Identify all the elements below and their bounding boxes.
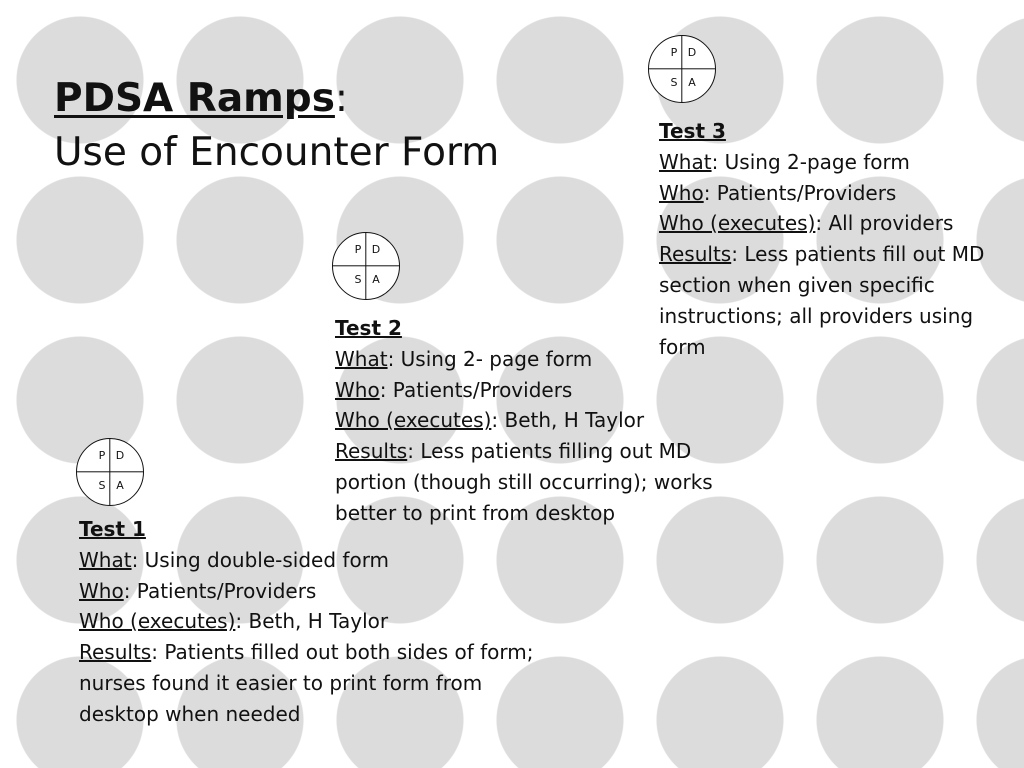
title-subtitle: Use of Encounter Form bbox=[54, 130, 500, 175]
what-label: What bbox=[659, 149, 712, 174]
cycle-letter-d: D bbox=[371, 243, 381, 256]
who-row bbox=[79, 576, 559, 607]
cycle-letter-s: S bbox=[354, 273, 362, 286]
executes-label: Who (executes) bbox=[335, 408, 492, 433]
title-colon: : bbox=[334, 76, 349, 121]
cycle-letter-p: P bbox=[354, 243, 362, 256]
executes-row bbox=[335, 405, 715, 436]
results-label: Results bbox=[335, 439, 408, 464]
results-label: Results bbox=[659, 242, 732, 267]
cycle-letter-a: A bbox=[116, 479, 124, 492]
what-row bbox=[335, 344, 715, 375]
executes-value: : Beth, H Taylor bbox=[235, 609, 389, 634]
what-value: : Using 2- page form bbox=[387, 346, 593, 371]
executes-row bbox=[659, 208, 999, 239]
what-row bbox=[659, 147, 999, 178]
cycle-divider bbox=[77, 471, 143, 472]
pdsa-cycle-icon bbox=[332, 232, 400, 300]
executes-value: : All providers bbox=[815, 211, 954, 236]
executes-row bbox=[79, 606, 559, 637]
cycle-letter-a: A bbox=[688, 76, 696, 89]
cycle-letter-d: D bbox=[115, 449, 125, 462]
results-value: : Less patients filling out MD portion (though still occurring); works better to print from desktop bbox=[335, 439, 713, 525]
cycle-letter-s: S bbox=[670, 76, 678, 89]
pdsa-cycle-icon bbox=[648, 35, 716, 103]
page-title bbox=[54, 72, 499, 180]
cycle-divider bbox=[333, 265, 399, 266]
who-label: Who bbox=[335, 377, 380, 402]
test-name: Test 3 bbox=[659, 119, 726, 143]
who-value: : Patients/Providers bbox=[703, 180, 897, 205]
cycle-divider bbox=[649, 68, 715, 69]
what-value: : Using double-sided form bbox=[131, 547, 390, 572]
pdsa-cycle-icon bbox=[76, 438, 144, 506]
who-value: : Patients/Providers bbox=[379, 377, 573, 402]
what-label: What bbox=[79, 547, 132, 572]
cycle-letter-d: D bbox=[687, 46, 697, 59]
results-value: : Patients filled out both sides of form; nurses found it easier to print form from desktop when needed bbox=[79, 640, 534, 726]
results-value: : Less patients fill out MD section when given specific instructions; all providers using form bbox=[659, 242, 985, 359]
test-name: Test 2 bbox=[335, 316, 402, 340]
what-row bbox=[79, 545, 559, 576]
what-label: What bbox=[335, 346, 388, 371]
who-label: Who bbox=[659, 180, 704, 205]
title-main: PDSA Ramps bbox=[54, 76, 335, 121]
executes-value: : Beth, H Taylor bbox=[491, 408, 645, 433]
executes-label: Who (executes) bbox=[79, 609, 236, 634]
who-label: Who bbox=[79, 578, 124, 603]
who-row bbox=[659, 178, 999, 209]
cycle-letter-s: S bbox=[98, 479, 106, 492]
results-label: Results bbox=[79, 640, 152, 665]
cycle-letter-a: A bbox=[372, 273, 380, 286]
who-row bbox=[335, 375, 715, 406]
cycle-letter-p: P bbox=[98, 449, 106, 462]
executes-label: Who (executes) bbox=[659, 211, 816, 236]
test-name: Test 1 bbox=[79, 517, 146, 541]
who-value: : Patients/Providers bbox=[123, 578, 317, 603]
cycle-letter-p: P bbox=[670, 46, 678, 59]
test-block-2 bbox=[335, 313, 715, 529]
test-block-1 bbox=[79, 514, 559, 730]
what-value: : Using 2-page form bbox=[711, 149, 910, 174]
results-row bbox=[79, 637, 559, 729]
